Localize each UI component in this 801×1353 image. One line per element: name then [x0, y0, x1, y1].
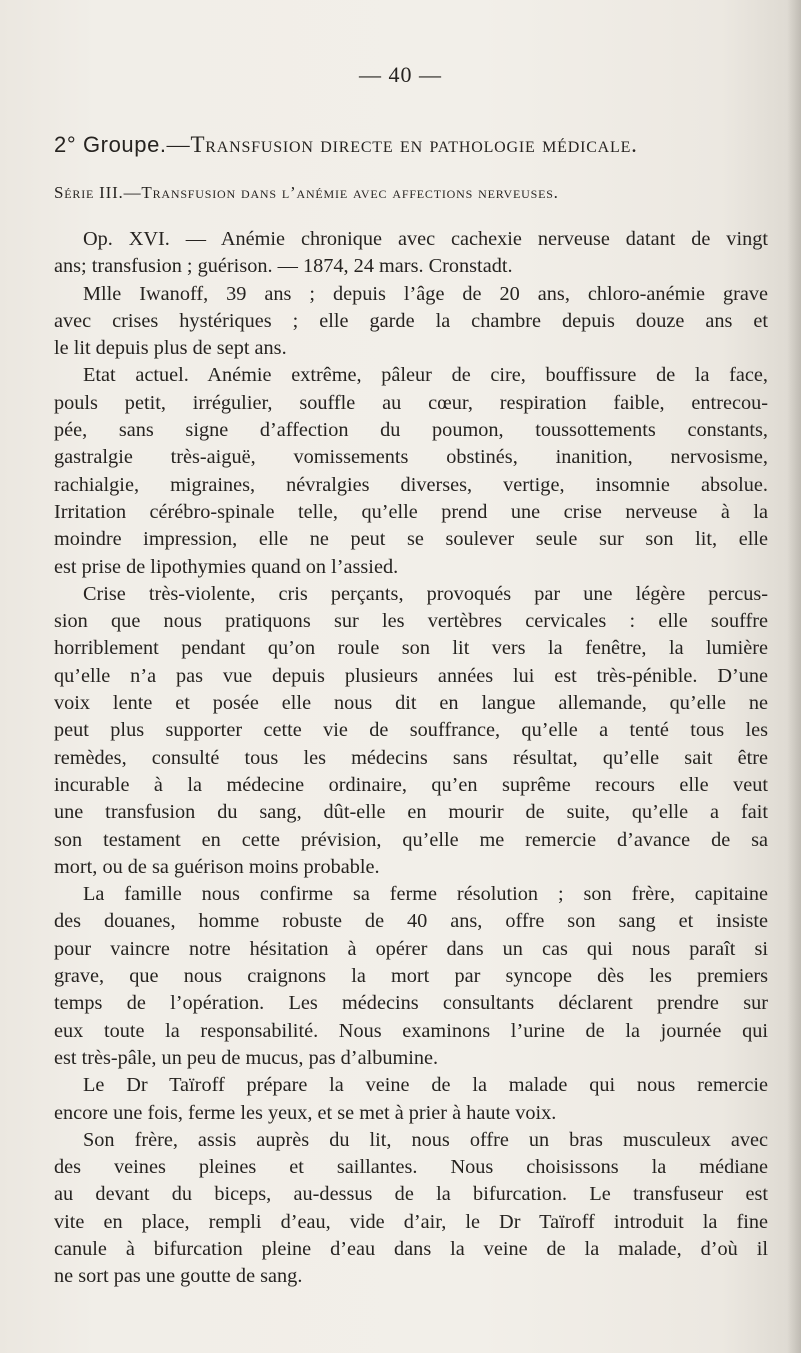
text-line: pouls petit, irrégulier, souffle au cœur, respiration faible, entrecou-	[54, 391, 768, 414]
text-line: Irritation cérébro-spinale telle, qu’elle prend une crise nerveuse à la	[54, 500, 768, 523]
text-line: pée, sans signe d’affection du poumon, toussottements constants,	[54, 419, 768, 442]
text-line: vite en place, rempli d’eau, vide d’air, le Dr Taïroff introduit la fine	[54, 1210, 768, 1233]
text-line: au devant du biceps, au-dessus de la bifurcation. Le transfuseur est	[54, 1183, 768, 1206]
text-line: encore une fois, ferme les yeux, et se met à prier à haute voix.	[54, 1101, 557, 1124]
text-line: Son frère, assis auprès du lit, nous offre un bras musculeux avec	[83, 1128, 768, 1151]
group-heading	[54, 132, 774, 158]
text-line: remèdes, consulté tous les médecins sans résultat, qu’elle sait être	[54, 746, 768, 769]
text-line: qu’elle n’a pas vue depuis plusieurs années lui est très-pénible. D’une	[54, 664, 768, 687]
text-line: Etat actuel. Anémie extrême, pâleur de cire, bouffissure de la face,	[83, 364, 768, 387]
text-line: moindre impression, elle ne peut se soulever seule sur son lit, elle	[54, 528, 768, 551]
text-line: rachialgie, migraines, névralgies diverses, vertige, insomnie absolue.	[54, 473, 768, 496]
text-line: peut plus supporter cette vie de souffrance, qu’elle a tenté tous les	[54, 719, 768, 742]
text-line: avec crises hystériques ; elle garde la chambre depuis douze ans et	[54, 309, 768, 332]
text-line: une transfusion du sang, dût-elle en mourir de suite, qu’elle a fait	[54, 801, 768, 824]
text-line: Le Dr Taïroff prépare la veine de la malade qui nous remercie	[83, 1074, 768, 1097]
text-line: son testament en cette prévision, qu’elle me remercie d’avance de sa	[54, 828, 768, 851]
text-line: horriblement pendant qu’on roule son lit vers la fenêtre, la lumière	[54, 637, 768, 660]
text-line: incurable à la médecine ordinaire, qu’en suprême recours elle veut	[54, 773, 768, 796]
group-heading-prefix: 2° Groupe.	[54, 132, 167, 157]
text-line: canule à bifurcation pleine d’eau dans la veine de la malade, d’où il	[54, 1237, 768, 1260]
text-line: temps de l’opération. Les médecins consultants déclarent prendre sur	[54, 992, 768, 1015]
text-line: Crise très-violente, cris perçants, provoqués par une légère percus-	[83, 582, 768, 605]
text-line: ne sort pas une goutte de sang.	[54, 1265, 303, 1288]
text-line: mort, ou de sa guérison moins probable.	[54, 855, 380, 878]
page-edge-shadow	[787, 0, 801, 1353]
text-line: est prise de lipothymies quand on l’assied.	[54, 555, 399, 578]
text-line: voix lente et posée elle nous dit en langue allemande, qu’elle ne	[54, 692, 768, 715]
body-text	[54, 226, 768, 1291]
text-line: des douanes, homme robuste de 40 ans, offre son sang et insiste	[54, 910, 768, 933]
text-line: sion que nous pratiquons sur les vertèbres cervicales : elle souffre	[54, 610, 768, 633]
text-line: eux toute la responsabilité. Nous examinons l’urine de la journée qui	[54, 1019, 768, 1042]
text-line: gastralgie très-aiguë, vomissements obstinés, inanition, nervosisme,	[54, 446, 768, 469]
page-number: — 40 —	[359, 62, 442, 87]
text-line: le lit depuis plus de sept ans.	[54, 337, 287, 360]
text-line: grave, que nous craignons la mort par syncope dès les premiers	[54, 965, 768, 988]
text-line: Op. XVI. — Anémie chronique avec cachexie nerveuse datant de vingt	[83, 228, 768, 250]
text-line: ans; transfusion ; guérison. — 1874, 24 mars. Cronstadt.	[54, 255, 513, 278]
text-line: est très-pâle, un peu de mucus, pas d’albumine.	[54, 1046, 439, 1069]
series-heading: Série III.—Transfusion dans l’anémie avec affections nerveuses.	[54, 183, 559, 202]
text-line: des veines pleines et saillantes. Nous choisissons la médiane	[54, 1156, 768, 1179]
group-heading-title: —Transfusion directe en pathologie médicale.	[166, 132, 638, 157]
text-line: Mlle Iwanoff, 39 ans ; depuis l’âge de 20 ans, chloro-anémie grave	[83, 282, 768, 305]
text-line: La famille nous confirme sa ferme résolution ; son frère, capitaine	[83, 883, 768, 906]
text-line: pour vaincre notre hésitation à opérer dans un cas qui nous paraît si	[54, 937, 768, 960]
